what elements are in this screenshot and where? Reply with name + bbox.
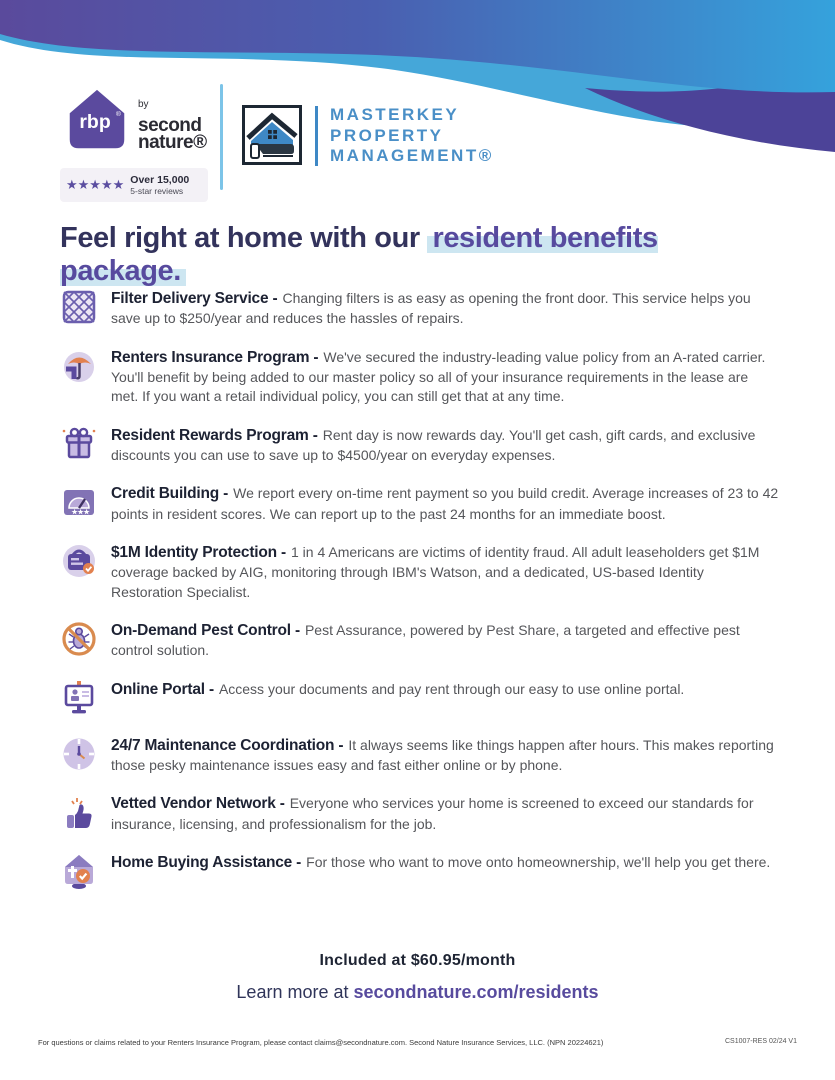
- masterkey-wordmark: [330, 105, 494, 167]
- svg-text:rbp: rbp: [79, 110, 111, 133]
- rbp-logo-top: [60, 84, 207, 158]
- footer-disclaimer: For questions or claims related to your Renters Insurance Program, please contact claims@secondnature.com. Second Nature Insurance Services, LLC. (NPN 20224621): [38, 1038, 604, 1047]
- benefit-desc: Pest Assurance, powered by Pest Share, a targeted and effective pest control solution.: [111, 622, 740, 659]
- benefit-text: [111, 542, 779, 602]
- benefit-text: [111, 620, 779, 661]
- benefit-title: Online Portal -: [111, 680, 214, 698]
- benefit-row-pest-control: [60, 620, 780, 661]
- five-star-rating-icon: ★★★★★: [66, 177, 125, 192]
- benefit-row-identity-protection: [60, 542, 780, 602]
- svg-text:®: ®: [115, 111, 121, 119]
- benefit-title: Resident Rewards Program -: [111, 426, 318, 444]
- credit-gauge-icon: [60, 483, 98, 521]
- residents-link[interactable]: secondnature.com/residents: [353, 982, 599, 1002]
- masterkey-line-2: PROPERTY: [330, 125, 444, 145]
- benefit-row-vendor-network: [60, 793, 780, 834]
- filter-grid-icon: [60, 288, 98, 326]
- benefit-title: $1M Identity Protection -: [111, 544, 286, 562]
- house-check-icon: [60, 852, 98, 890]
- rbp-logo-block: [60, 84, 207, 202]
- brand-line-2: nature®: [138, 132, 207, 153]
- benefit-text: [111, 483, 779, 524]
- benefit-text: [111, 425, 779, 466]
- headline-prefix: Feel right at home with our: [60, 222, 428, 254]
- thumbs-up-icon: [60, 793, 98, 831]
- benefit-title: Credit Building -: [111, 485, 229, 503]
- reviews-badge: [60, 168, 208, 202]
- benefit-text: [111, 735, 779, 776]
- benefit-row-online-portal: [60, 679, 780, 717]
- second-nature-wordmark: [138, 100, 207, 152]
- benefit-row-renters-insurance: [60, 347, 780, 407]
- benefit-desc: It always seems like things happen after hours. This makes reporting those pesky maintenance issues easy and fast either online or by phone.: [111, 736, 774, 774]
- benefit-desc: 1 in 4 Americans are victims of identity fraud. All adult leaseholders get $1M coverage backed by AIG, monitoring through IBM's Watson, and a dedicated, US-based Identity Restoration Specialist.: [111, 544, 760, 600]
- masterkey-line-3: MANAGEMENT®: [330, 146, 494, 166]
- by-label: by: [138, 99, 149, 110]
- brand-line-1: second: [138, 115, 202, 136]
- benefit-desc: We report every on-time rent payment so you build credit. Average increases of 23 to 42 points in resident scores. We can report up to the past 24 months for an immediate boost.: [111, 485, 779, 522]
- benefit-title: Renters Insurance Program -: [111, 348, 319, 366]
- masterkey-logo-block: [241, 104, 494, 167]
- gift-icon: [60, 425, 98, 463]
- benefit-title: On-Demand Pest Control -: [111, 622, 300, 640]
- umbrella-icon: [60, 347, 98, 385]
- rbp-logo-icon: [60, 84, 134, 158]
- benefit-row-resident-rewards: [60, 425, 780, 466]
- headline-highlight: resident benefits package.: [60, 222, 658, 288]
- logo-divider: [220, 84, 223, 190]
- benefit-text: [111, 793, 779, 834]
- logo-row: [60, 84, 494, 202]
- footer-doc-code: CS1007-RES 02/24 V1: [725, 1038, 797, 1045]
- benefit-text: [111, 288, 779, 329]
- benefit-desc: For those who want to move onto homeownership, we'll help you get there.: [306, 854, 771, 871]
- no-pest-icon: [60, 620, 98, 658]
- benefit-desc: Everyone who services your home is screened to exceed our standards for insurance, licensing, and professionalism for the job.: [111, 795, 754, 832]
- reviews-count: Over 15,000: [130, 174, 190, 186]
- svg-text:★: ★: [71, 507, 79, 517]
- clock-icon: [60, 735, 98, 773]
- reviews-text: [130, 174, 189, 196]
- monitor-icon: [60, 679, 98, 717]
- footer: [0, 1038, 835, 1047]
- benefit-row-filter-delivery: [60, 288, 780, 329]
- reviews-caption: 5-star reviews: [130, 186, 184, 196]
- benefit-title: Vetted Vendor Network -: [111, 795, 285, 813]
- price-line: Included at $60.95/month: [319, 952, 516, 969]
- pricing-block: [0, 952, 835, 1003]
- masterkey-divider: [315, 106, 318, 166]
- masterkey-line-1: MASTERKEY: [330, 105, 460, 124]
- benefit-title: Home Buying Assistance -: [111, 854, 302, 872]
- svg-text:★: ★: [77, 507, 85, 517]
- benefit-row-credit-building: [60, 483, 780, 524]
- benefit-text: [111, 679, 779, 700]
- benefit-title: Filter Delivery Service -: [111, 290, 278, 307]
- benefit-text: [111, 347, 779, 407]
- masterkey-house-key-icon: [241, 104, 303, 166]
- svg-text:★: ★: [83, 507, 91, 517]
- benefit-row-maintenance: [60, 735, 780, 776]
- benefit-desc: We've secured the industry-leading value policy from an A-rated carrier. You'll benefit by being added to our master policy so all of your insurance requirements in the lease are met. If you want a retail individual policy, you can still get that at any time.: [111, 348, 766, 405]
- benefit-desc: Changing filters is as easy as opening the front door. This service helps you save up to $250/year and reduces the hassles of repairs.: [111, 290, 751, 327]
- id-card-check-icon: [60, 542, 98, 580]
- benefits-list: [60, 288, 780, 908]
- learn-more-line: [0, 982, 835, 1003]
- benefit-desc: Access your documents and pay rent through our easy to use online portal.: [218, 680, 685, 697]
- learn-more-prefix: Learn more at: [236, 982, 354, 1002]
- benefit-desc: Rent day is now rewards day. You'll get cash, gift cards, and exclusive discounts you can use to save up to $4500/year on everyday expenses.: [111, 426, 756, 464]
- benefit-title: 24/7 Maintenance Coordination -: [111, 736, 344, 754]
- page-title: [60, 222, 780, 289]
- benefit-row-home-buying: [60, 852, 780, 890]
- benefit-text: [111, 852, 779, 873]
